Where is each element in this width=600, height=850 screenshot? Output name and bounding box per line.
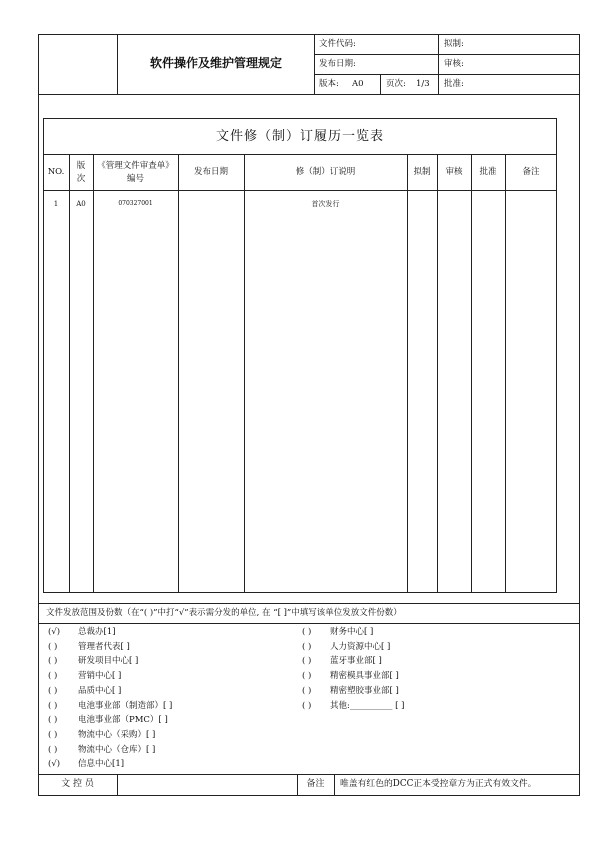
col-header-date: 发布日期 (193, 167, 228, 177)
header-row-line-2 (314, 74, 580, 75)
revision-table-title: 文件修（制）订履历一览表 (215, 129, 384, 144)
col-line-8 (505, 154, 506, 593)
distribution-label: 管理者代表[ ] (78, 641, 130, 652)
distribution-label: 研发项目中心[ ] (78, 656, 139, 667)
distribution-label: 人力资源中心[ ] (330, 641, 391, 652)
document-title: 软件操作及维护管理规定 (149, 56, 282, 70)
distribution-checkbox[interactable]: ( ) (48, 715, 58, 726)
distribution-checkbox[interactable]: (√) (48, 627, 61, 637)
version-value: A0 (352, 79, 364, 89)
approve-label: 批准: (444, 79, 464, 89)
distribution-checkbox[interactable]: ( ) (48, 671, 58, 682)
note-text: 唯盖有红色的DCC正本受控章方为正式有效文件。 (340, 779, 537, 789)
distribution-label: 营销中心[ ] (78, 671, 122, 682)
footer-divider-1 (117, 774, 118, 796)
col-header-ref-line1: 《管理文件审查单》 (97, 161, 174, 171)
distribution-checkbox[interactable]: ( ) (302, 641, 312, 652)
review-label: 审核: (444, 59, 464, 69)
distribution-checkbox[interactable]: ( ) (48, 685, 58, 696)
col-header-note: 备注 (522, 167, 540, 177)
distribution-top-line (38, 603, 580, 604)
distribution-label: 信息中心[1] (78, 759, 125, 770)
distribution-label: 精密塑胶事业部[ ] (330, 685, 399, 696)
cell-ref: 070327001 (118, 200, 153, 207)
header-divider-signoff (438, 34, 439, 94)
distribution-checkbox[interactable]: ( ) (48, 656, 58, 667)
col-line-5 (407, 154, 408, 593)
col-line-4 (244, 154, 245, 593)
distribution-label: 电池事业部（PMC）[ ] (78, 715, 168, 726)
header-divider-page (380, 74, 381, 94)
release-date-label: 发布日期: (319, 59, 356, 69)
distribution-checkbox[interactable]: ( ) (302, 700, 312, 711)
col-header-review: 审核 (445, 167, 463, 177)
distribution-label: 精密模具事业部[ ] (330, 671, 399, 682)
distribution-label: 总裁办[1] (78, 627, 116, 637)
col-line-1 (69, 154, 70, 593)
distribution-checkbox[interactable]: ( ) (48, 729, 58, 740)
cell-no: 1 (53, 200, 59, 208)
distribution-label: 物流中心（采购）[ ] (78, 729, 156, 740)
distribution-checkbox[interactable]: ( ) (302, 627, 312, 637)
distribution-checkbox[interactable]: (√) (48, 759, 61, 770)
distribution-checkbox[interactable]: ( ) (302, 671, 312, 682)
col-header-draft: 拟制 (413, 167, 431, 177)
distribution-label: 财务中心[ ] (330, 627, 374, 637)
col-header-version-line2: 次 (76, 174, 86, 184)
distribution-instruction: 文件发放范围及份数（在“( )”中打“√”表示需分发的单位, 在 “[ ]”中填写该单位发放文件份数） (46, 608, 402, 618)
version-label: 版本: (319, 79, 339, 89)
footer-divider-3 (334, 774, 335, 796)
col-line-7 (471, 154, 472, 593)
distribution-checkbox[interactable]: ( ) (48, 641, 58, 652)
distribution-instruction-line (38, 623, 580, 624)
distribution-checkbox[interactable]: ( ) (302, 656, 312, 667)
page-label: 页次: (386, 79, 406, 89)
cell-version: A0 (76, 200, 86, 208)
distribution-label: 物流中心（仓库）[ ] (78, 744, 156, 755)
col-header-ref-line2: 编号 (126, 174, 144, 184)
draft-label: 拟制: (444, 39, 464, 49)
header-bottom-line (38, 94, 580, 95)
col-line-2 (93, 154, 94, 593)
note-label: 备注 (306, 779, 325, 789)
distribution-label: 其他:__________ [ ] (330, 700, 405, 711)
revision-title-line (43, 154, 557, 155)
col-line-6 (437, 154, 438, 593)
header-divider-title (314, 34, 315, 94)
page-value: 1/3 (416, 79, 430, 89)
doc-code-label: 文件代码: (319, 39, 356, 49)
distribution-checkbox[interactable]: ( ) (48, 700, 58, 711)
col-header-no: NO. (47, 167, 65, 177)
controller-label: 文 控 员 (61, 779, 94, 789)
distribution-label: 品质中心[ ] (78, 685, 122, 696)
header-divider-logo (117, 34, 118, 94)
revision-header-line (43, 190, 557, 191)
distribution-label: 蓝牙事业部[ ] (330, 656, 382, 667)
col-header-desc: 修（制）订说明 (295, 167, 356, 177)
col-header-approve: 批准 (479, 167, 497, 177)
header-row-line-1 (314, 54, 580, 55)
distribution-label: 电池事业部（制造部）[ ] (78, 700, 173, 711)
distribution-checkbox[interactable]: ( ) (48, 744, 58, 755)
cell-desc: 首次发行 (311, 200, 340, 208)
col-header-version-line1: 版 (76, 161, 86, 171)
distribution-checkbox[interactable]: ( ) (302, 685, 312, 696)
col-line-3 (178, 154, 179, 593)
footer-top-line (38, 774, 580, 775)
